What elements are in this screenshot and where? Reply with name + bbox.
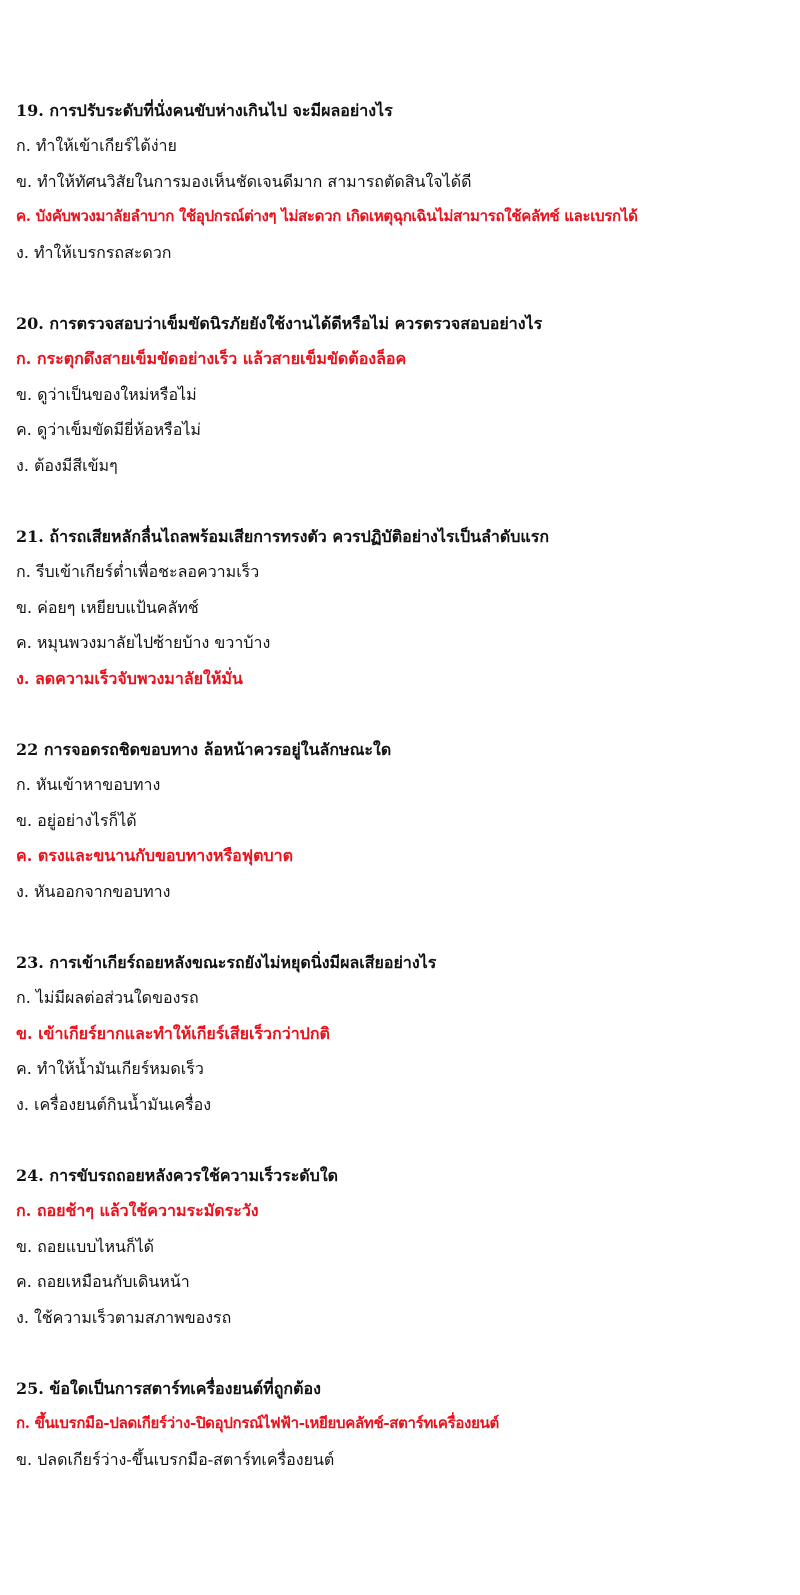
option-d: ง. เครื่องยนต์กินน้ำมันเครื่อง xyxy=(16,1094,212,1114)
question-title: 23. การเข้าเกียร์ถอยหลังขณะรถยังไม่หยุดนิ่งมีผลเสียอย่างไร xyxy=(16,953,437,972)
option-c-correct: ค. บังคับพวงมาลัยลำบาก ใช้อุปกรณ์ต่างๆ ไม่สะดวก เกิดเหตุฉุกเฉินไม่สามารถใช้คลัทช์ และเบรกได้ xyxy=(16,207,638,225)
option-a: ก. หันเข้าหาขอบทาง xyxy=(16,775,161,794)
option-d: ง. ต้องมีสีเข้มๆ xyxy=(16,455,118,475)
question-25 xyxy=(16,1371,786,1477)
question-22 xyxy=(16,732,786,909)
question-24 xyxy=(16,1158,786,1335)
option-a: ก. ทำให้เข้าเกียร์ได้ง่าย xyxy=(16,136,177,155)
option-b: ข. อยู่อย่างไรก็ได้ xyxy=(16,810,137,830)
option-c: ค. ถอยเหมือนกับเดินหน้า xyxy=(16,1272,190,1291)
option-d: ง. ใช้ความเร็วตามสภาพของรถ xyxy=(16,1307,232,1327)
question-21 xyxy=(16,519,786,696)
question-title: 19. การปรับระดับที่นั่งคนขับห่างเกินไป จะมีผลอย่างไร xyxy=(16,101,393,120)
option-b: ข. ค่อยๆ เหยียบแป้นคลัทช์ xyxy=(16,597,199,617)
question-title: 22 การจอดรถชิดขอบทาง ล้อหน้าควรอยู่ในลักษณะใด xyxy=(16,740,392,759)
option-b: ข. ทำให้ทัศนวิสัยในการมองเห็นชัดเจนดีมาก สามารถตัดสินใจได้ดี xyxy=(16,171,472,191)
question-20 xyxy=(16,306,786,483)
option-d-correct: ง. ลดความเร็วจับพวงมาลัยให้มั่น xyxy=(16,668,243,688)
option-c: ค. ทำให้น้ำมันเกียร์หมดเร็ว xyxy=(16,1059,204,1078)
question-23 xyxy=(16,945,786,1122)
option-c: ค. หมุนพวงมาลัยไปซ้ายบ้าง ขวาบ้าง xyxy=(16,633,271,652)
question-title: 24. การขับรถถอยหลังควรใช้ความเร็วระดับใด xyxy=(16,1166,339,1185)
question-title: 25. ข้อใดเป็นการสตาร์ทเครื่องยนต์ที่ถูกต้อง xyxy=(16,1379,321,1398)
question-19 xyxy=(16,93,786,270)
option-a-correct: ก. ขึ้นเบรกมือ-ปลดเกียร์ว่าง-ปิดอุปกรณ์ไฟฟ้า-เหยียบคลัทช์-สตาร์ทเครื่องยนต์ xyxy=(16,1414,499,1432)
option-b: ข. ปลดเกียร์ว่าง-ขึ้นเบรกมือ-สตาร์ทเครื่องยนต์ xyxy=(16,1449,335,1469)
option-b: ข. ดูว่าเป็นของใหม่หรือไม่ xyxy=(16,384,197,404)
question-title: 20. การตรวจสอบว่าเข็มขัดนิรภัยยังใช้งานได้ดีหรือไม่ ควรตรวจสอบอย่างไร xyxy=(16,314,543,333)
option-b-correct: ข. เข้าเกียร์ยากและทำให้เกียร์เสียเร็วกว่าปกติ xyxy=(16,1023,330,1043)
option-b: ข. ถอยแบบไหนก็ได้ xyxy=(16,1236,155,1256)
option-d: ง. หันออกจากขอบทาง xyxy=(16,881,171,901)
option-a-correct: ก. กระตุกดึงสายเข็มขัดอย่างเร็ว แล้วสายเข็มขัดต้องล็อค xyxy=(16,349,407,368)
option-a: ก. ไม่มีผลต่อส่วนใดของรถ xyxy=(16,988,199,1007)
option-c-correct: ค. ตรงและขนานกับขอบทางหรือฟุตบาต xyxy=(16,846,294,865)
option-d: ง. ทำให้เบรกรถสะดวก xyxy=(16,242,172,262)
option-a: ก. รีบเข้าเกียร์ต่ำเพื่อชะลอความเร็ว xyxy=(16,562,260,581)
option-c: ค. ดูว่าเข็มขัดมียี่ห้อหรือไม่ xyxy=(16,420,201,439)
question-title: 21. ถ้ารถเสียหลักลื่นไถลพร้อมเสียการทรงตัว ควรปฏิบัติอย่างไรเป็นลำดับแรก xyxy=(16,527,549,546)
option-a-correct: ก. ถอยช้าๆ แล้วใช้ความระมัดระวัง xyxy=(16,1201,259,1220)
